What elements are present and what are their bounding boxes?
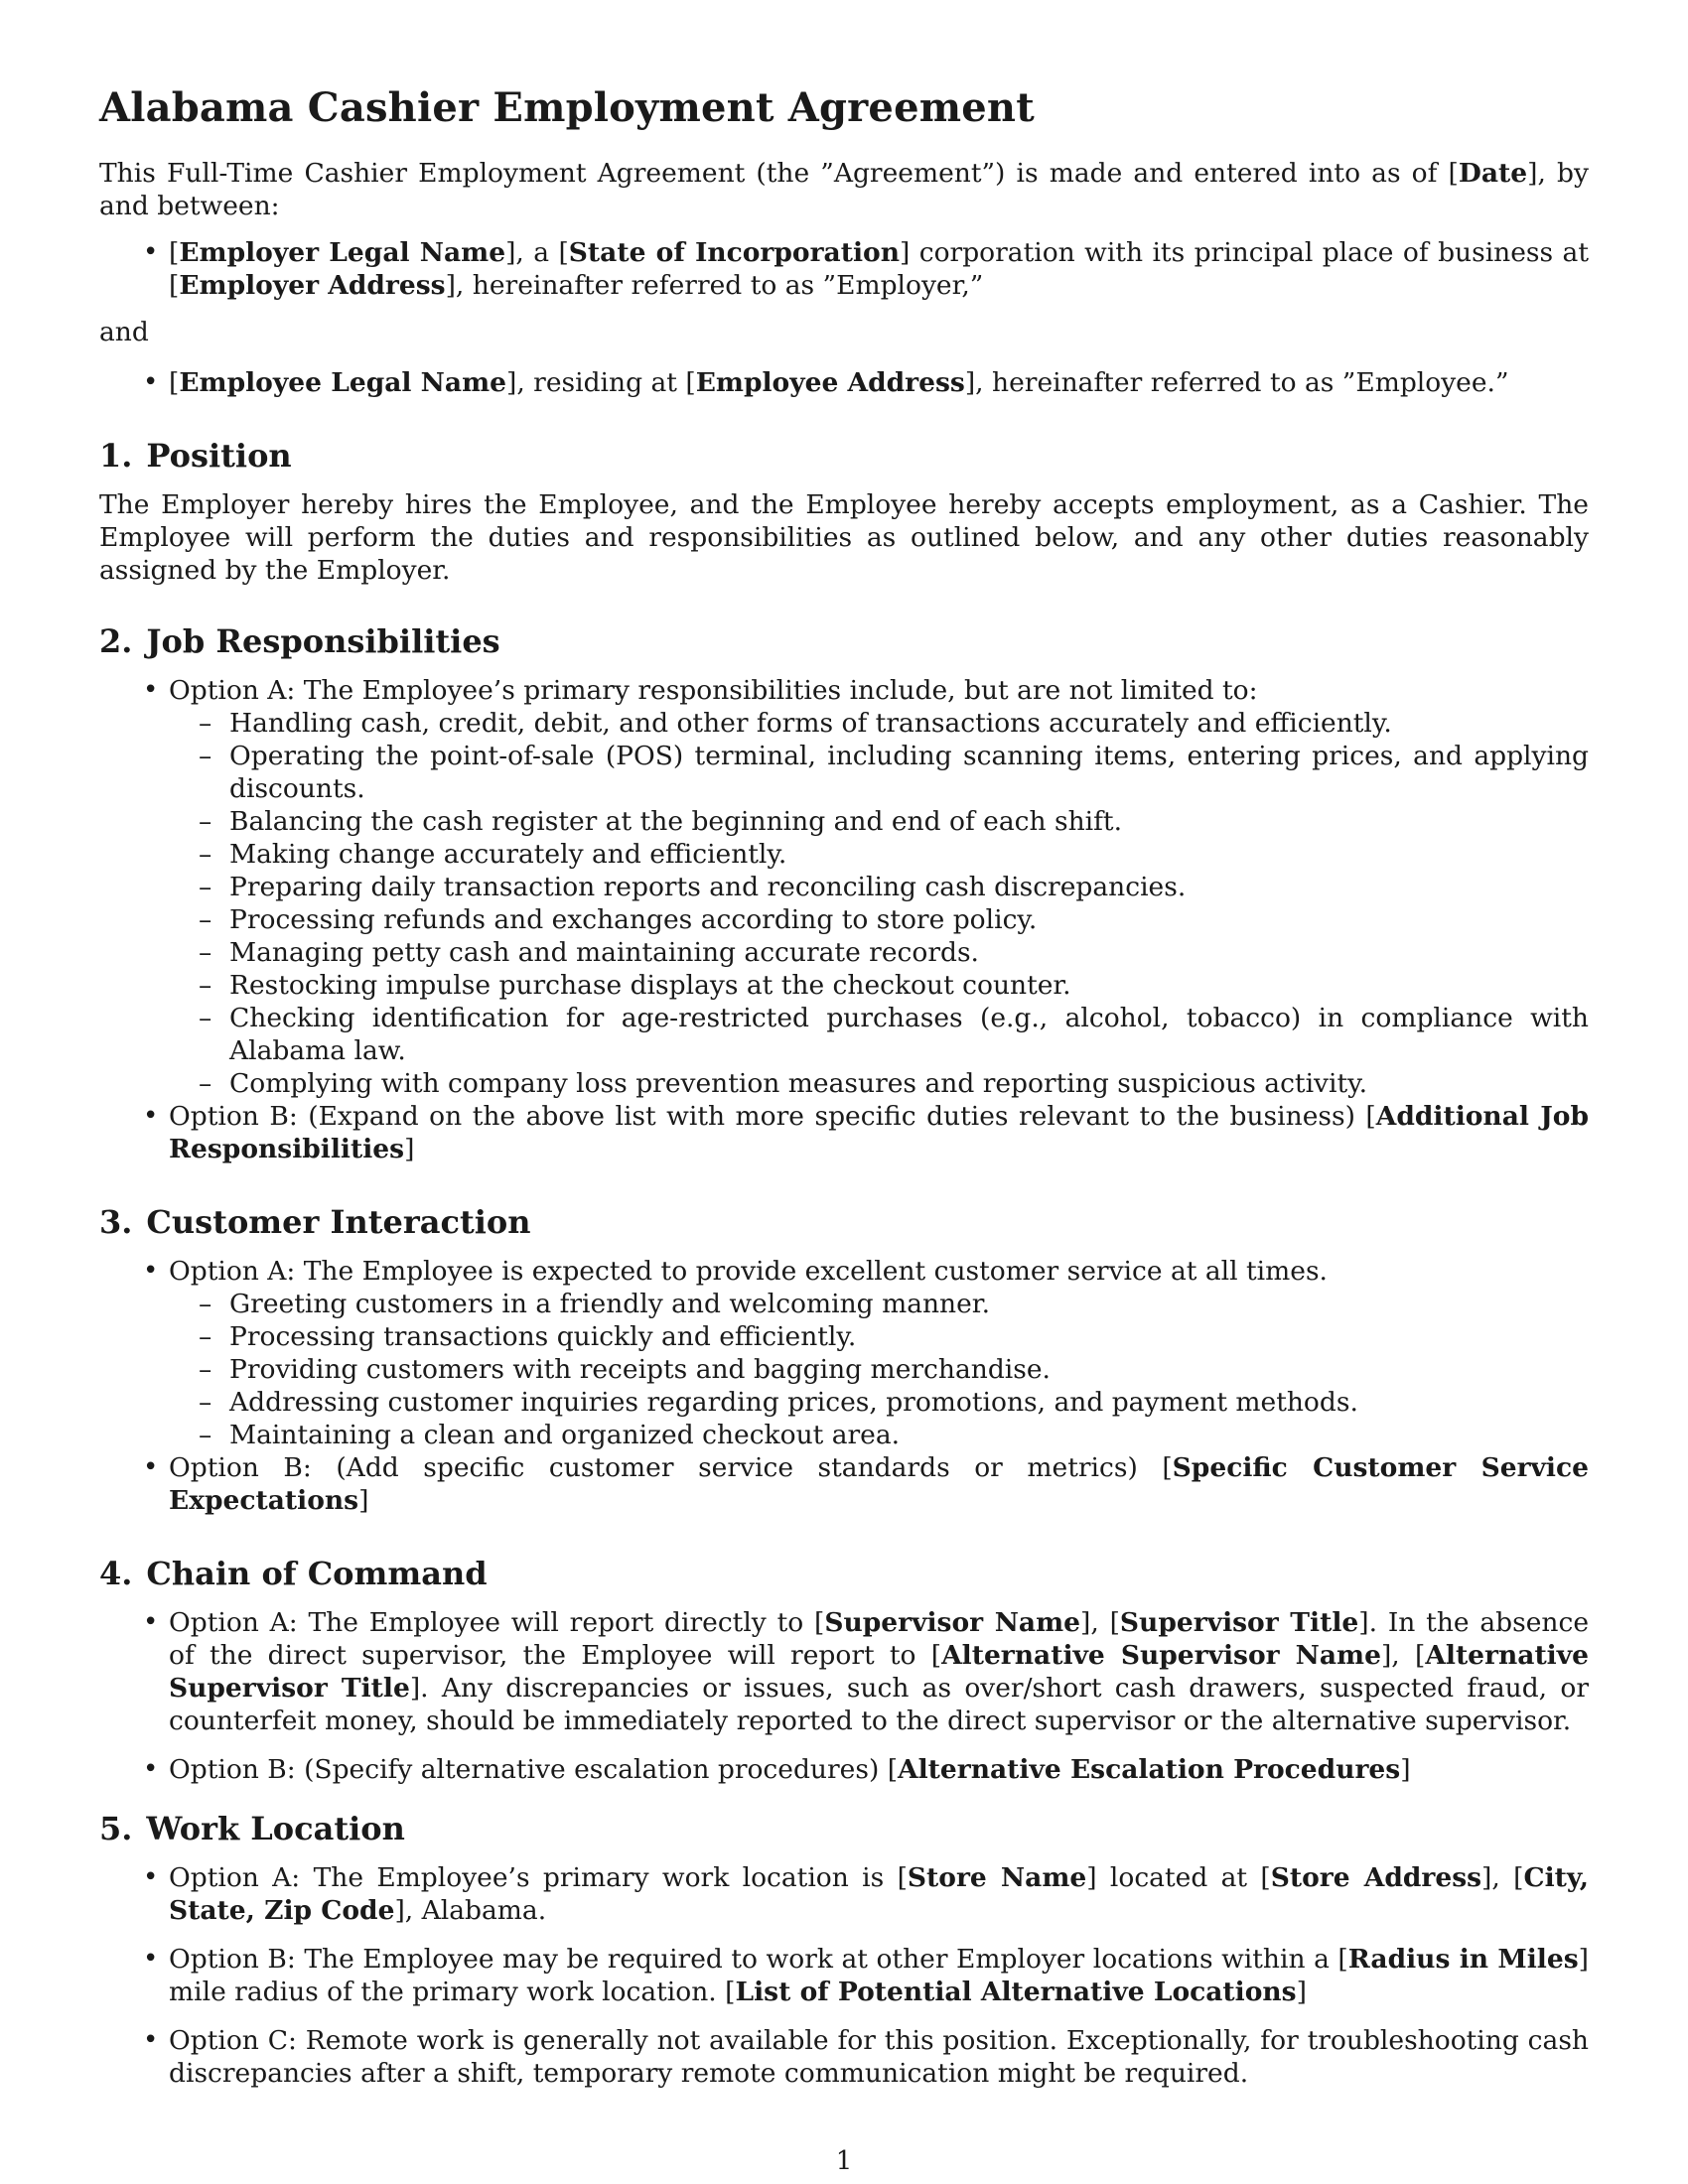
section-number: 2. <box>99 622 133 660</box>
section-heading-chain-of-command <box>99 1555 1589 1592</box>
employer-address-placeholder: Employer Address <box>179 270 446 301</box>
alternative-locations-placeholder: List of Potential Alternative Locations <box>735 1977 1297 2007</box>
text-segment: Option B: (Specify alternative escalation procedures) [ <box>169 1754 899 1785</box>
supervisor-name-placeholder: Supervisor Name <box>824 1607 1081 1638</box>
section-number: 4. <box>99 1555 133 1592</box>
store-name-placeholder: Store Name <box>907 1862 1087 1893</box>
option-b-text: Option B: (Add specific customer service standards or metrics) [ <box>169 1452 1173 1483</box>
bracket: ] <box>404 1134 415 1164</box>
section-heading-position <box>99 437 1589 475</box>
alternative-supervisor-name-placeholder: Alternative Supervisor Name <box>941 1640 1381 1671</box>
employee-party-list <box>99 366 1589 399</box>
section-heading-customer <box>99 1203 1589 1241</box>
list-item: – Providing customers with receipts and bagging merchandise. <box>169 1353 1589 1386</box>
location-option-c: • Option C: Remote work is generally not available for this position. Exceptionally, for troubleshooting cash discrepancies after a shift, temporary remote communication might be required. <box>99 2024 1589 2090</box>
text-segment: ], hereinafter referred to as ”Employee.” <box>964 367 1509 398</box>
customer-options <box>99 1255 1589 1517</box>
location-option-b <box>99 1943 1589 2008</box>
bracket: ] <box>358 1485 369 1516</box>
location-option-a <box>99 1861 1589 1927</box>
intro-suffix: ], by and between: <box>99 158 1589 221</box>
text-segment: ] located at [ <box>1086 1862 1271 1893</box>
supervisor-title-placeholder: Supervisor Title <box>1119 1607 1359 1638</box>
radius-placeholder: Radius in Miles <box>1347 1944 1579 1975</box>
option-b-text: Option B: (Expand on the above list with more specific duties relevant to the business) [ <box>169 1101 1376 1132</box>
section-number: 1. <box>99 437 133 475</box>
bracket: [ <box>169 367 180 398</box>
text-segment: ] corporation with its principal place of business at [ <box>169 237 1589 301</box>
alternative-supervisor-title-placeholder: Alternative Supervisor Title <box>169 1640 1590 1704</box>
text-segment: Option B: The Employee may be required to work at other Employer locations within a [ <box>169 1944 1348 1975</box>
list-item: – Balancing the cash register at the beginning and end of each shift. <box>169 805 1589 838</box>
list-item: – Complying with company loss prevention measures and reporting suspicious activity. <box>169 1067 1589 1100</box>
position-paragraph: The Employer hereby hires the Employee, and the Employee hereby accepts employment, as a Cashier. The Employee will perform the duties and responsibilities as outlined below, and any other duties reasonably assigned by the Employer. <box>99 489 1589 586</box>
bracket: ] <box>1296 1977 1307 2007</box>
list-item: – Checking identification for age-restricted purchases (e.g., alcohol, tobacco) in compliance with Alabama law. <box>169 1002 1589 1067</box>
responsibilities-option-a <box>99 674 1589 1100</box>
chain-option-b <box>99 1753 1589 1786</box>
section-heading-work-location <box>99 1810 1589 1847</box>
responsibilities-options <box>99 674 1589 1165</box>
section-title: Job Responsibilities <box>146 622 500 660</box>
text-segment: Option A: The Employee will report directly to [ <box>169 1607 825 1638</box>
employee-party <box>99 366 1589 399</box>
text-segment: ], [ <box>1481 1862 1524 1893</box>
document-body <box>99 85 1589 2106</box>
intro-prefix: This Full-Time Cashier Employment Agreement (the ”Agreement”) is made and entered into as of [ <box>99 158 1459 189</box>
list-item: – Processing transactions quickly and efficiently. <box>169 1320 1589 1353</box>
text-segment: ] mile radius of the primary work location. [ <box>169 1944 1589 2007</box>
and-connector: and <box>99 317 149 347</box>
list-item: – Restocking impulse purchase displays at the checkout counter. <box>169 969 1589 1002</box>
employer-party-list <box>99 236 1589 302</box>
employer-legal-name-placeholder: Employer Legal Name <box>179 237 506 268</box>
list-item: – Handling cash, credit, debit, and other forms of transactions accurately and efficiently. <box>169 707 1589 740</box>
section-title: Work Location <box>146 1810 405 1847</box>
text-segment: ]. Any discrepancies or issues, such as over/short cash drawers, suspected fraud, or counterfeit money, should be immediately reported to the direct supervisor or the alternative supervisor. <box>169 1673 1589 1736</box>
responsibilities-list <box>169 707 1589 1100</box>
list-item: – Addressing customer inquiries regarding prices, promotions, and payment methods. <box>169 1386 1589 1419</box>
text-segment: ], [ <box>1380 1640 1426 1671</box>
list-item: – Maintaining a clean and organized checkout area. <box>169 1419 1589 1451</box>
page-number: 1 <box>835 2146 853 2176</box>
section-title: Chain of Command <box>146 1555 488 1592</box>
section-number: 5. <box>99 1810 133 1847</box>
option-a-text: Option A: The Employee is expected to provide excellent customer service at all times. <box>169 1256 1328 1287</box>
list-item: – Operating the point-of-sale (POS) terminal, including scanning items, entering prices, and applying discounts. <box>169 740 1589 805</box>
section-number: 3. <box>99 1203 133 1241</box>
chain-options <box>99 1606 1589 1786</box>
employee-legal-name-placeholder: Employee Legal Name <box>179 367 506 398</box>
chain-option-a <box>99 1606 1589 1737</box>
document-title: Alabama Cashier Employment Agreement <box>99 84 1035 131</box>
text-segment: ], [ <box>1080 1607 1120 1638</box>
responsibilities-option-b <box>99 1100 1589 1165</box>
location-options <box>99 1861 1589 2090</box>
section-title: Position <box>146 437 292 475</box>
text-segment: ], residing at [ <box>505 367 696 398</box>
employer-party <box>99 236 1589 302</box>
list-item: – Greeting customers in a friendly and welcoming manner. <box>169 1288 1589 1320</box>
list-item: – Making change accurately and efficiently. <box>169 838 1589 871</box>
text-segment: ]. In the absence of the direct supervisor, the Employee will report to [ <box>169 1607 1590 1671</box>
text-segment: ], Alabama. <box>394 1895 547 1926</box>
section-title: Customer Interaction <box>146 1203 531 1241</box>
city-state-zip-placeholder: City, State, Zip Code <box>169 1862 1589 1926</box>
list-item: – Preparing daily transaction reports and reconciling cash discrepancies. <box>169 871 1589 903</box>
list-item: – Managing petty cash and maintaining accurate records. <box>169 936 1589 969</box>
store-address-placeholder: Store Address <box>1270 1862 1482 1893</box>
customer-option-b <box>99 1451 1589 1517</box>
text-segment: ], a [ <box>505 237 569 268</box>
bracket: [ <box>169 237 180 268</box>
additional-responsibilities-placeholder: Additional Job Responsibilities <box>169 1101 1589 1164</box>
date-placeholder: Date <box>1458 158 1528 189</box>
state-of-incorporation-placeholder: State of Incorporation <box>568 237 900 268</box>
customer-service-expectations-placeholder: Specific Customer Service Expectations <box>169 1452 1589 1516</box>
text-segment: Option A: The Employee’s primary work location is [ <box>169 1862 908 1893</box>
option-a-text: Option A: The Employee’s primary responsibilities include, but are not limited to: <box>169 675 1258 706</box>
alternative-escalation-placeholder: Alternative Escalation Procedures <box>898 1754 1401 1785</box>
section-heading-responsibilities <box>99 622 1589 660</box>
employee-address-placeholder: Employee Address <box>695 367 965 398</box>
intro-paragraph <box>99 157 1589 222</box>
customer-option-a <box>99 1255 1589 1451</box>
bracket: ] <box>1400 1754 1411 1785</box>
customer-list <box>169 1288 1589 1451</box>
list-item: – Processing refunds and exchanges according to store policy. <box>169 903 1589 936</box>
text-segment: ], hereinafter referred to as ”Employer,” <box>445 270 984 301</box>
